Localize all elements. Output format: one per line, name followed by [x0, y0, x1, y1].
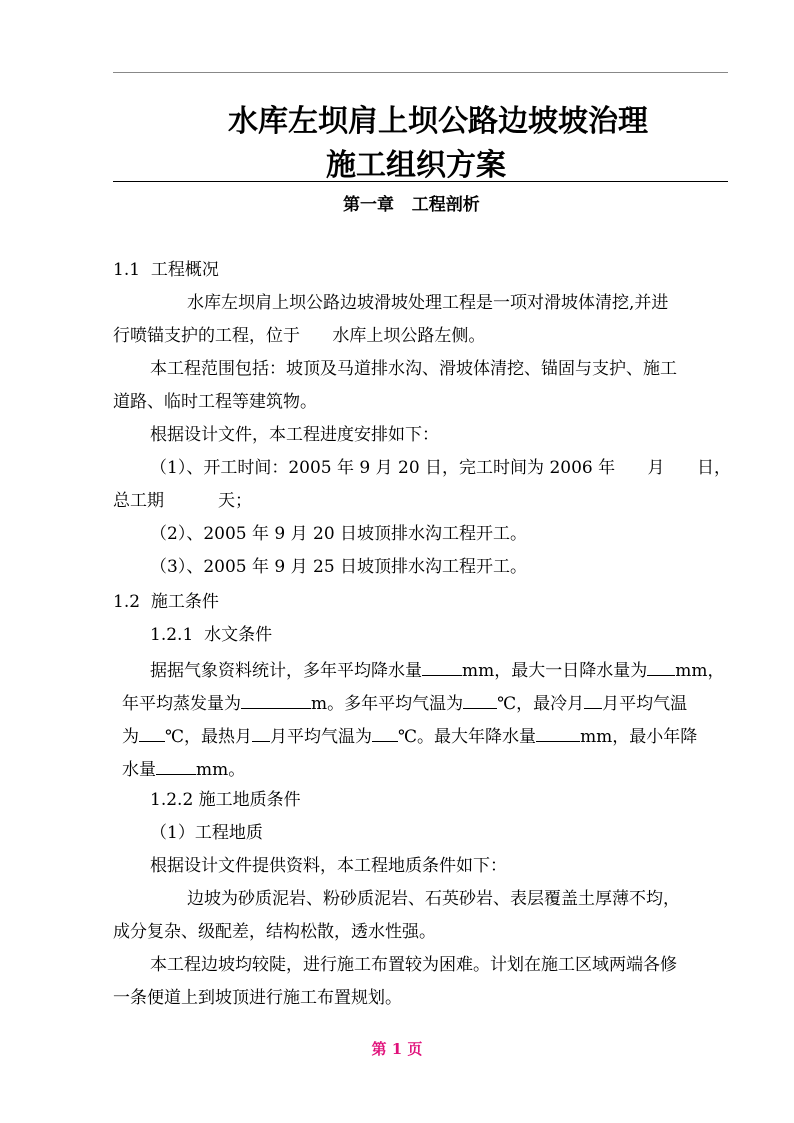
engineering-geology-label: （1）工程地质 [150, 823, 263, 843]
subsection-geology: 1.2.2 施工地质条件 [150, 790, 301, 810]
hydrology-line4: 水量 mm。 [122, 757, 245, 780]
hydrology-line1: 据据气象资料统计，多年平均降水量 mm，最大一日降水量为 mm， [150, 658, 725, 681]
schedule-item-3: （3）、2005 年 9 月 25 日坡顶排水沟工程开工。 [150, 557, 528, 577]
section-heading-1-1: 1.1 工程概况 [113, 260, 219, 280]
geology-paragraph-line2: 成分复杂、级配差，结构松散，透水性强。 [113, 922, 436, 942]
overview-paragraph-line2: 行喷锚支护的工程，位于 水库上坝公路左侧。 [113, 326, 486, 346]
scope-paragraph-line1: 本工程范围包括：坡顶及马道排水沟、滑坡体清挖、锚固与支护、施工 [150, 359, 677, 379]
page-number: 第 1 页 [371, 1040, 423, 1058]
geology-intro: 根据设计文件提供资料，本工程地质条件如下： [150, 856, 507, 876]
document-title-line1: 水库左坝肩上坝公路边坡坡治理 [228, 104, 648, 139]
subsection-hydrology: 1.2.1 水文条件 [150, 625, 273, 645]
hydrology-line3: 为 ℃，最热月 月平均气温为 ℃。最大年降水量 mm，最小年降 [122, 724, 697, 747]
layout-paragraph-line1: 本工程边坡均较陡，进行施工布置较为困难。计划在施工区域两端各修 [150, 955, 677, 975]
scope-paragraph-line2: 道路、临时工程等建筑物。 [113, 392, 317, 412]
schedule-item-1-line2: 总工期 天； [113, 491, 253, 511]
chapter-heading: 第一章 工程剖析 [343, 195, 480, 215]
document-title-line2: 施工组织方案 [326, 148, 506, 183]
hydrology-line2: 年平均蒸发量为 m。多年平均气温为 ℃，最冷月 月平均气温 [122, 691, 687, 714]
schedule-intro: 根据设计文件，本工程进度安排如下： [150, 425, 439, 445]
layout-paragraph-line2: 一条便道上到坡顶进行施工布置规划。 [113, 988, 402, 1008]
schedule-item-1-line1: （1）、开工时间：2005 年 9 月 20 日，完工时间为 2006 年 月 日， [150, 458, 731, 478]
overview-paragraph-line1: 水库左坝肩上坝公路边坡滑坡处理工程是一项对滑坡体清挖,并进 [187, 293, 669, 313]
schedule-item-2: （2）、2005 年 9 月 20 日坡顶排水沟工程开工。 [150, 524, 528, 544]
title-rule [113, 181, 728, 182]
header-rule [113, 72, 728, 73]
geology-paragraph-line1: 边坡为砂质泥岩、粉砂质泥岩、石英砂岩、表层覆盖土厚薄不均， [187, 889, 680, 909]
section-heading-1-2: 1.2 施工条件 [113, 592, 219, 612]
